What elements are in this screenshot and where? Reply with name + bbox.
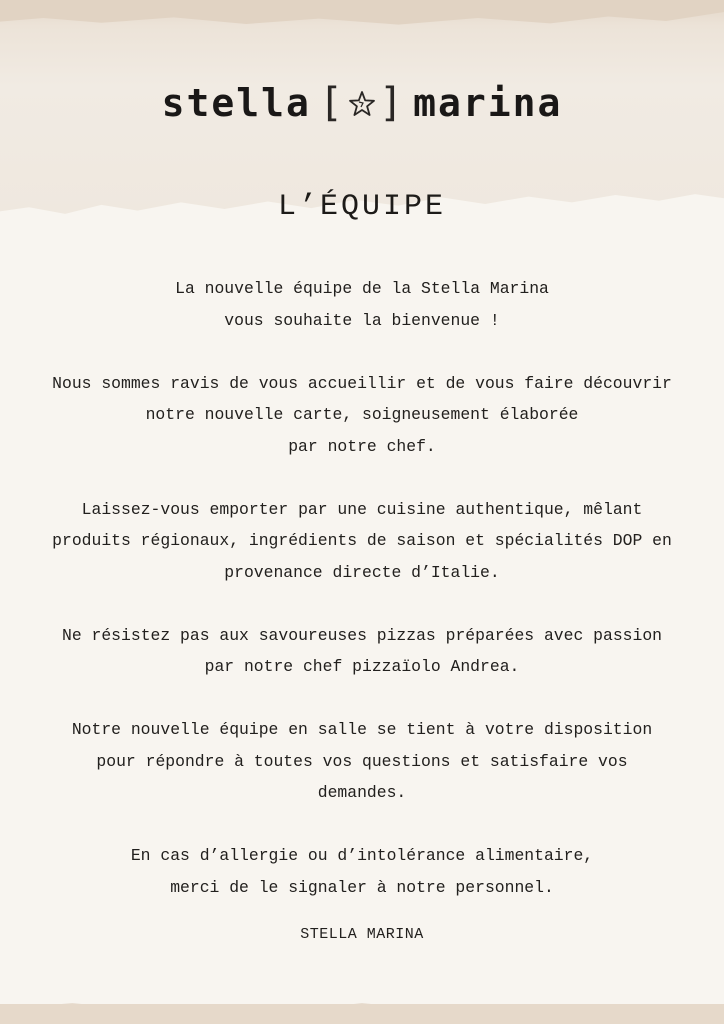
- paragraph-cuisine: [20, 494, 704, 589]
- text-line: Laissez-vous emporter par une cuisine authentique, mêlant: [81, 499, 643, 519]
- brand-word-marina: marina: [413, 81, 563, 125]
- text-line: vous souhaite la bienvenue !: [224, 310, 500, 330]
- text-line: Nous sommes ravis de vous accueillir et de vous faire découvrir: [52, 373, 672, 393]
- welcome-text: [20, 273, 704, 903]
- star-icon: [347, 89, 377, 119]
- text-line: En cas d’allergie ou d’intolérance alimentaire,: [130, 846, 594, 865]
- signature: STELLA MARINA: [300, 926, 424, 943]
- paragraph-pizzas: [20, 620, 704, 683]
- paragraph-new-menu: [20, 368, 704, 463]
- text-line: par notre chef pizzaïolo Andrea.: [204, 657, 520, 676]
- text-line: pour répondre à toutes vos questions et satisfaire vos: [96, 751, 628, 771]
- brand-logo: [0, 80, 724, 126]
- text-line: notre nouvelle carte, soigneusement élaborée: [145, 405, 579, 424]
- text-line: produits régionaux, ingrédients de saison et spécialités DOP en: [52, 531, 672, 550]
- brand-star-mark: [319, 80, 405, 126]
- paragraph-welcome: [20, 273, 704, 336]
- bracket-close: ]: [379, 80, 406, 126]
- text-line: La nouvelle équipe de la Stella Marina: [175, 279, 549, 298]
- paragraph-service: [20, 714, 704, 809]
- bottom-paper-band: [0, 1004, 724, 1024]
- text-line: demandes.: [317, 783, 407, 802]
- bracket-open: [: [318, 80, 345, 126]
- text-line: provenance directe d’Italie.: [224, 562, 500, 582]
- text-line: merci de le signaler à notre personnel.: [170, 877, 554, 897]
- text-line: par notre chef.: [288, 436, 436, 456]
- text-line: Notre nouvelle équipe en salle se tient à votre disposition: [71, 720, 653, 739]
- text-line: Ne résistez pas aux savoureuses pizzas préparées avec passion: [62, 625, 662, 645]
- page-title: L’ÉQUIPE: [277, 190, 447, 224]
- paragraph-allergy: [20, 840, 704, 903]
- brand-word-stella: stella: [161, 81, 311, 125]
